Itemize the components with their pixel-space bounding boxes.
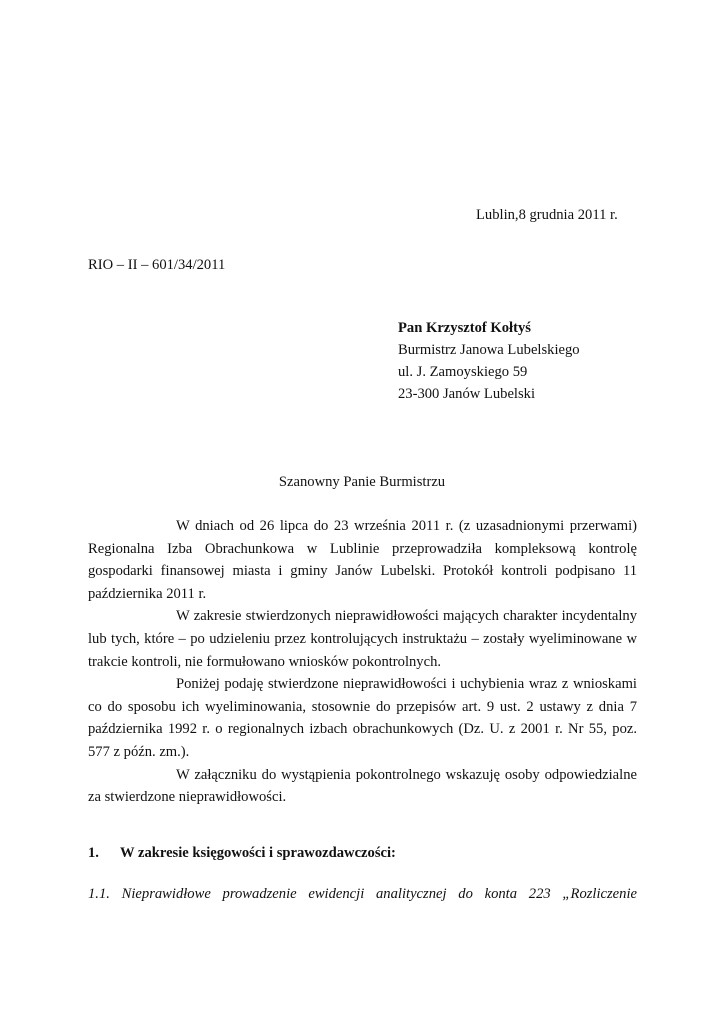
salutation: Szanowny Panie Burmistrzu [278,474,446,490]
section-title: W zakresie księgowości i sprawozdawczości: [120,845,396,861]
letter-body [88,515,637,809]
reference-number: RIO – II – 601/34/2011 [88,257,226,273]
section-number: 1. [88,845,99,861]
paragraph: Poniżej podaję stwierdzone nieprawidłowości i uchybienia wraz z wnioskami co do sposobu ich wyeliminowania, stosownie do przepisów art. 9 ust. 2 ustawy z dnia 7 października 1992 r. o regionalnych izbach obrachunkowych (Dz. U. z 2001 r. Nr 55, poz. 577 z późn. zm.). [88,676,637,760]
subsection-heading: 1.1. Nieprawidłowe prowadzenie ewidencji analitycznej do konta 223 „Rozliczenie [88,886,637,902]
addressee-block [398,317,580,405]
addressee-title: Burmistrz Janowa Lubelskiego [398,342,580,358]
section-heading [88,845,637,862]
paragraph: W załączniku do wystąpienia pokontrolnego wskazuję osoby odpowiedzialne za stwierdzone nieprawidłowości. [88,766,637,806]
addressee-city: 23-300 Janów Lubelski [398,386,536,402]
place-date: Lublin,8 grudnia 2011 r. [476,207,618,223]
addressee-street: ul. J. Zamoyskiego 59 [398,364,528,380]
paragraph: W dniach od 26 lipca do 23 września 2011 r. (z uzasadnionymi przerwami) Regionalna Izba Obrachunkowa w Lublinie przeprowadziła kompleksową kontrolę gospodarki finansowej miasta i gminy Janów Lubelski. Protokół kontroli podpisano 11 października 2011 r. [88,518,637,602]
addressee-name: Pan Krzysztof Kołtyś [398,320,531,336]
paragraph: W zakresie stwierdzonych nieprawidłowości mających charakter incydentalny lub tych, które – po udzieleniu przez kontrolujących instruktażu – zostały wyeliminowane w trakcie kontroli, nie formułowano wniosków pokontrolnych. [88,608,637,670]
